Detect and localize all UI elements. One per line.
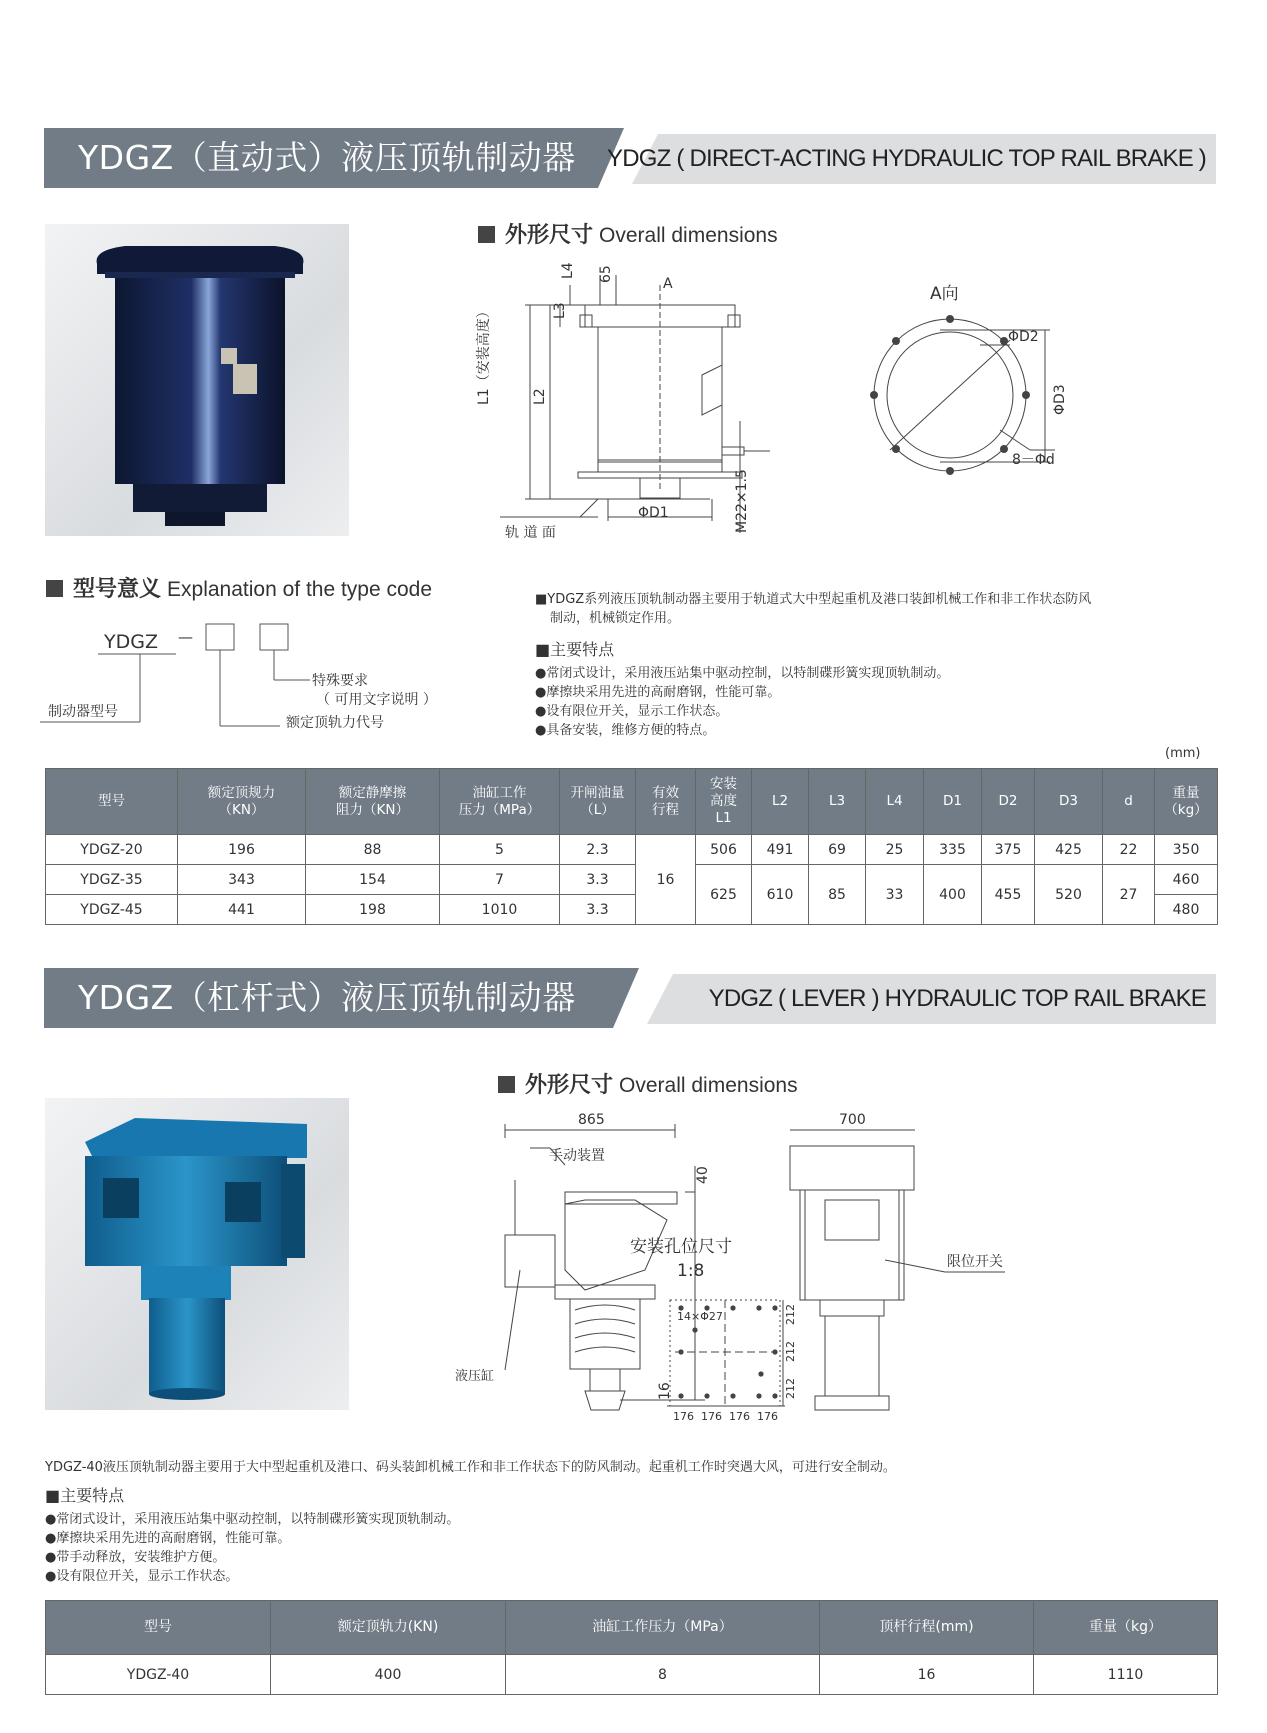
section2-title-en: YDGZ ( LEVER ) HYDRAULIC TOP RAIL BRAKE — [708, 985, 1206, 1012]
table-header-row — [46, 769, 1218, 835]
label-65: 65 — [598, 265, 614, 283]
col-header: 型号 — [46, 1601, 271, 1655]
cell-oil: 3.3 — [560, 895, 636, 925]
cell-stroke: 16 — [820, 1655, 1034, 1695]
label-a-view: A向 — [930, 284, 959, 304]
col-header: D3 — [1035, 769, 1103, 835]
label-phi-d2: ΦD2 — [1008, 329, 1039, 345]
col-header: 油缸工作压力（MPa） — [506, 1601, 820, 1655]
cell-d2: 455 — [982, 865, 1035, 925]
label-176: 176 — [673, 1410, 694, 1423]
label-l4: L4 — [560, 262, 576, 279]
typecode-special-note: （ 可用文字说明 ） — [316, 692, 437, 708]
label-m22: M22×1.5 — [734, 469, 750, 533]
label-176: 176 — [701, 1410, 722, 1423]
cell-l2: 491 — [752, 835, 809, 865]
cell-pressure: 7 — [440, 865, 560, 895]
cell-pressure: 8 — [506, 1655, 820, 1695]
typecode-code: YDGZ — [104, 631, 158, 653]
col-header: L4 — [866, 769, 924, 835]
section2-description: YDGZ-40液压顶轨制动器主要用于大中型起重机及港口、码头装卸机械工作和非工作状态下的防风制动。起重机工作时突遇大风，可进行安全制动。 — [45, 1460, 896, 1475]
label-cylinder: 液压缸 — [455, 1369, 495, 1384]
section2-drawing — [445, 1110, 1125, 1440]
product-photo-direct-acting — [45, 224, 349, 536]
cell-force: 400 — [271, 1655, 506, 1695]
label-212: 212 — [784, 1341, 797, 1362]
label-phi-d3: ΦD3 — [1052, 384, 1068, 415]
typecode-dash: — — [178, 628, 193, 646]
cell-oil: 3.3 — [560, 865, 636, 895]
cell-weight: 460 — [1155, 865, 1218, 895]
heading-en: Overall dimensions — [619, 1074, 798, 1097]
typecode-model: 制动器型号 — [48, 704, 118, 720]
label-40: 40 — [695, 1166, 711, 1184]
section1-feature-2: ●摩擦块采用先进的高耐磨钢，性能可靠。 — [535, 685, 781, 700]
cell-d2: 375 — [982, 835, 1035, 865]
cell-model: YDGZ-20 — [46, 835, 178, 865]
cell-model: YDGZ-45 — [46, 895, 178, 925]
section1-feature-4: ●具备安装，维修方便的特点。 — [535, 723, 716, 738]
section1-feature-1: ●常闭式设计，采用液压站集中驱动控制，以特制碟形簧实现顶轨制动。 — [535, 666, 950, 681]
col-header: d — [1103, 769, 1155, 835]
heading-en: Overall dimensions — [599, 224, 778, 247]
cell-l3: 85 — [809, 865, 866, 925]
col-header: 额定顶规力 （KN） — [178, 769, 306, 835]
section1-spec-table — [45, 768, 1218, 925]
cell-friction: 198 — [306, 895, 440, 925]
section1-title-cn: YDGZ（直动式）液压顶轨制动器 — [78, 138, 576, 177]
table-header-row — [46, 1601, 1218, 1655]
label-l2: L2 — [532, 388, 548, 405]
label-700: 700 — [839, 1112, 866, 1128]
col-header: 额定顶轨力(KN) — [271, 1601, 506, 1655]
cell-d1: 400 — [924, 865, 982, 925]
section1-description-cont: 制动，机械锁定作用。 — [550, 611, 681, 626]
cell-weight: 480 — [1155, 895, 1218, 925]
cell-d: 22 — [1103, 835, 1155, 865]
col-header: 型号 — [46, 769, 178, 835]
cell-l1: 506 — [696, 835, 752, 865]
cell-l4: 33 — [866, 865, 924, 925]
label-865: 865 — [578, 1112, 605, 1128]
section2-feature-1: ●常闭式设计，采用液压站集中驱动控制，以特制碟形簧实现顶轨制动。 — [45, 1512, 460, 1527]
table-row — [46, 835, 1218, 865]
section1-feature-3: ●设有限位开关，显示工作状态。 — [535, 704, 729, 719]
cell-stroke: 16 — [636, 835, 696, 925]
col-header: L3 — [809, 769, 866, 835]
cell-l2: 610 — [752, 865, 809, 925]
section1-title-en: YDGZ ( DIRECT-ACTING HYDRAULIC TOP RAIL BRAKE ) — [607, 145, 1206, 172]
label-phi-d1: ΦD1 — [638, 505, 669, 521]
cell-model: YDGZ-35 — [46, 865, 178, 895]
label-holes: 14×Φ27 — [677, 1310, 723, 1323]
table-row — [46, 865, 1218, 895]
section2-banner — [44, 968, 1216, 1028]
cell-d3: 520 — [1035, 865, 1103, 925]
col-header: 重量（kg） — [1034, 1601, 1218, 1655]
typecode-heading — [46, 572, 432, 603]
col-header: L2 — [752, 769, 809, 835]
heading-cn: 外形尺寸 — [505, 223, 594, 248]
cell-model: YDGZ-40 — [46, 1655, 271, 1695]
section1-banner — [44, 128, 1216, 188]
col-header: 油缸工作 压力（MPa） — [440, 769, 560, 835]
cell-pressure: 5 — [440, 835, 560, 865]
cell-l4: 25 — [866, 835, 924, 865]
section2-feature-3: ●带手动释放，安装维护方便。 — [45, 1550, 226, 1565]
cell-pressure: 1010 — [440, 895, 560, 925]
label-212: 212 — [784, 1304, 797, 1325]
section2-feature-4: ●设有限位开关，显示工作状态。 — [45, 1569, 239, 1584]
typecode-diagram — [40, 612, 460, 737]
col-header: 顶杆行程(mm) — [820, 1601, 1034, 1655]
section2-title-cn: YDGZ（杠杆式）液压顶轨制动器 — [78, 978, 576, 1017]
cell-d1: 335 — [924, 835, 982, 865]
label-l1: L1（安装高度） — [476, 304, 492, 405]
square-bullet-icon — [478, 226, 495, 243]
section2-spec-table — [45, 1600, 1218, 1695]
section2-feature-2: ●摩擦块采用先进的高耐磨钢，性能可靠。 — [45, 1531, 291, 1546]
cell-weight: 350 — [1155, 835, 1218, 865]
heading-cn: 外形尺寸 — [525, 1073, 614, 1098]
typecode-rated: 额定顶轨力代号 — [286, 715, 384, 731]
unit-label: (mm) — [1165, 746, 1201, 761]
section1-drawing — [470, 255, 1100, 545]
section1-description: ■YDGZ系列液压顶轨制动器主要用于轨道式大中型起重机及港口装卸机械工作和非工作状态防风 — [535, 592, 1092, 607]
col-header: D1 — [924, 769, 982, 835]
col-header: 重量 （kg） — [1155, 769, 1218, 835]
cell-force: 441 — [178, 895, 306, 925]
square-bullet-icon — [46, 580, 63, 597]
cell-force: 196 — [178, 835, 306, 865]
section2-features-title: ■主要特点 — [45, 1486, 125, 1505]
label-manual: 手动装置 — [549, 1148, 605, 1164]
cell-friction: 88 — [306, 835, 440, 865]
label-16: 16 — [657, 1382, 673, 1400]
cell-d: 27 — [1103, 865, 1155, 925]
label-176: 176 — [757, 1410, 778, 1423]
cell-l3: 69 — [809, 835, 866, 865]
section2-dimensions-heading — [498, 1068, 798, 1099]
cell-oil: 2.3 — [560, 835, 636, 865]
label-limit-switch: 限位开关 — [947, 1254, 1003, 1270]
cell-weight: 1110 — [1034, 1655, 1218, 1695]
cell-l1: 625 — [696, 865, 752, 925]
label-l3: L3 — [552, 302, 568, 319]
product-photo-lever — [45, 1098, 349, 1410]
label-rail-surface: 轨 道 面 — [505, 525, 556, 541]
cell-d3: 425 — [1035, 835, 1103, 865]
square-bullet-icon — [498, 1076, 515, 1093]
label-bolt: 8－Φd — [1012, 452, 1055, 468]
label-212: 212 — [784, 1378, 797, 1399]
section1-features-title: ■主要特点 — [535, 640, 615, 659]
table-row — [46, 1655, 1218, 1695]
label-176: 176 — [729, 1410, 750, 1423]
col-header: D2 — [982, 769, 1035, 835]
col-header: 有效 行程 — [636, 769, 696, 835]
typecode-special-req: 特殊要求 — [312, 673, 368, 689]
label-hole-title: 安装孔位尺寸 — [630, 1237, 732, 1257]
cell-force: 343 — [178, 865, 306, 895]
label-a: A — [663, 276, 673, 292]
section1-dimensions-heading — [478, 218, 778, 249]
heading-en: Explanation of the type code — [167, 578, 433, 601]
col-header: 安装 高度 L1 — [696, 769, 752, 835]
cell-friction: 154 — [306, 865, 440, 895]
heading-cn: 型号意义 — [73, 577, 162, 602]
col-header: 额定静摩擦 阻力（KN） — [306, 769, 440, 835]
label-scale: 1:8 — [677, 1261, 705, 1281]
col-header: 开闸油量 （L） — [560, 769, 636, 835]
